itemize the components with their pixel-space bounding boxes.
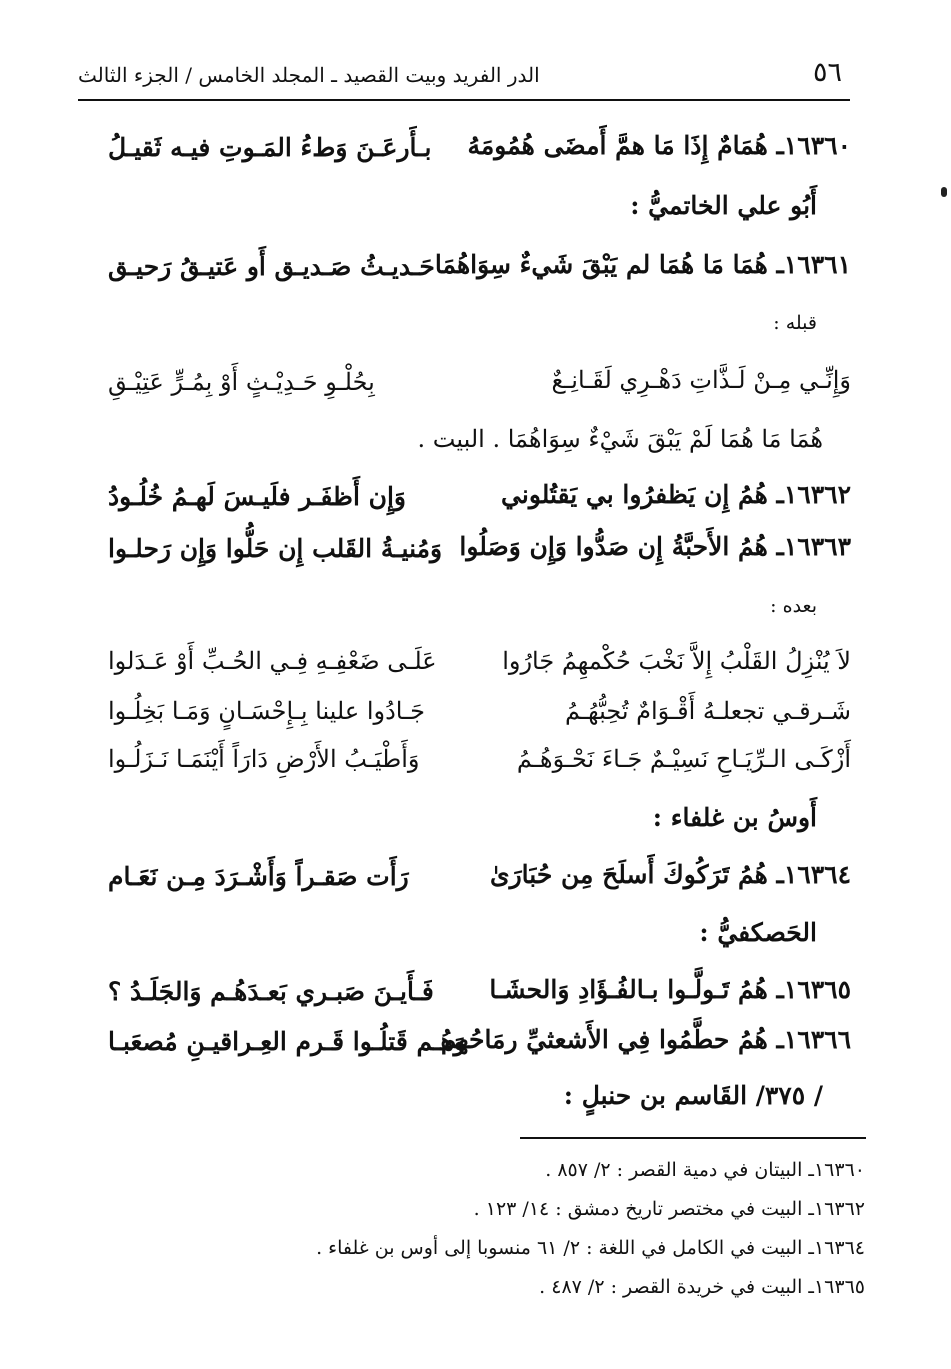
- verse-16361-first-hemistich: ١٦٣٦١ـ هُمَا مَا هُمَا لم يَبْقَ شَيءٌ سِوَاهُمَا: [434, 250, 851, 279]
- note-badahu: بعده :: [770, 595, 817, 617]
- footnote: ١٦٣٦٢ـ البيت في مختصر تاريخ دمشق : ١٤/ ١٢٣ .: [473, 1198, 865, 1220]
- verse-16366-first-hemistich: ١٦٣٦٦ـ هُمُ حطَّمُوا فِي الأَشعثيِّ رمَاحُهم: [440, 1025, 851, 1054]
- verse-16364-second-hemistich: رَأَت صَقـراً وَأَشْـرَدَ مِـن نَعَـام: [108, 862, 409, 891]
- following-verse-2-second: جَـادُوا علينا بِـإِحْسَـانٍ وَمَـا بَخِلُـوا: [108, 697, 425, 725]
- verse-16363-first-hemistich: ١٦٣٦٣ـ هُمُ الأَحبَّةُ إِن صَدُّوا وَإِن وَصَلُوا: [459, 532, 851, 561]
- following-verse-2-first: شَـرقـي تجعلـهُ أَقْـوَامٌ تُحِبُّهُـمُ: [565, 697, 851, 725]
- following-verse-3-first: أَزْكَـى الـرِّيَـاحِ نَسِيْـمٌ جَـاءَ نَحْـوَهُـمُ: [516, 745, 851, 773]
- running-title: الدر الفريد وبيت القصيد ـ المجلد الخامس / الجزء الثالث: [78, 63, 540, 87]
- verse-16360-first-hemistich: ١٦٣٦٠ـ هُمَامٌ إِذَا مَا همَّ أَمضَى هُمُومَهُ: [467, 131, 851, 160]
- following-verse-3-second: وَأَطْيَـبُ الأَرْضِ دَارَاً أَيْنَمَـا نَـزَلُـوا: [108, 745, 420, 773]
- verse-16364-first-hemistich: ١٦٣٦٤ـ هُمُ تَرَكُوكَ أَسلَحَ مِن حُبَارَىٰ: [490, 860, 851, 889]
- verse-16362-first-hemistich: ١٦٣٦٢ـ هُمُ إِن يَظفرُوا بي يَقتُلوني: [501, 480, 851, 509]
- quoted-line: هُمَا مَا هُمَا لَمْ يَبْقَ شَيْءٌ سِوَاهُمَا . البيت .: [417, 425, 823, 453]
- footnote-rule: [520, 1137, 866, 1139]
- footnote: ١٦٣٦٤ـ البيت في الكامل في اللغة : ٢/ ٦١ منسوبا إلى أوس بن غلفاء .: [316, 1237, 865, 1259]
- poet-name: أَبُو علي الخاتميُّ :: [630, 191, 817, 220]
- following-verse-1-second: عَلَـى ضَعْفِـهِ فِـي الحُـبِّ أَوْ عَـدَلوا: [108, 647, 437, 675]
- verse-16365-second-hemistich: فَـأَيـنَ صَبـري بَعـدَهُـم وَالجَلَـدُ ؟: [108, 977, 434, 1006]
- verse-16365-first-hemistich: ١٦٣٦٥ـ هُمُ تَـولَّـوا بـالفُـؤَادِ وَالحشَـا: [489, 975, 851, 1004]
- margin-mark: [941, 187, 947, 197]
- poet-name: أَوسُ بن غلفاء :: [652, 803, 817, 832]
- poet-name: الحَصكفيُّ :: [699, 918, 817, 947]
- footnote: ١٦٣٦٠ـ البيتان في دمية القصر : ٢/ ٨٥٧ .: [545, 1159, 865, 1181]
- note-qablahu: قبله :: [773, 312, 817, 334]
- verse-16366-second-hemistich: وَهُـم قَتلُـوا قَـرم العِـراقيـنِ مُصعَبـا: [108, 1027, 466, 1056]
- header-rule: [78, 99, 850, 101]
- page-number: ٥٦: [812, 57, 842, 88]
- verse-16361-second-hemistich: حَـديـثُ صَـديـق أَو عَتيـقُ رَحيـق: [108, 252, 435, 281]
- poet-name: / ٣٧٥/ القَاسم بن حنبلٍ :: [563, 1081, 823, 1110]
- quoted-verse-first-hemistich: وَإِنِّـي مِـنْ لَـذَّاتِ دَهْـرِي لَقَـانِـعٌ: [551, 366, 851, 394]
- verse-16362-second-hemistich: وَإِن أَظفَـر فلَيـسَ لَهـمُ خُلُـودُ: [108, 482, 406, 511]
- footnote: ١٦٣٦٥ـ البيت في خريدة القصر : ٢/ ٤٨٧ .: [539, 1276, 865, 1298]
- verse-16363-second-hemistich: وَمُنيـةُ القَلب إِن حَلُّوا وَإِن رَحلـوا: [108, 534, 443, 563]
- following-verse-1-first: لاَ يُنْزِلُ القَلْبُ إِلاَّ نَخْبَ حُكْمهِمُ جَارُوا: [502, 647, 851, 675]
- quoted-verse-second-hemistich: بِحُلْـوِ حَـدِيْـثٍ أَوْ بِمُـرٍّ عَتِيْـقِ: [108, 368, 375, 396]
- verse-16360-second-hemistich: بـأَرعَـنَ وَطءُ المَـوتِ فيـه ثَقيـلُ: [108, 133, 432, 162]
- running-header: [78, 55, 848, 97]
